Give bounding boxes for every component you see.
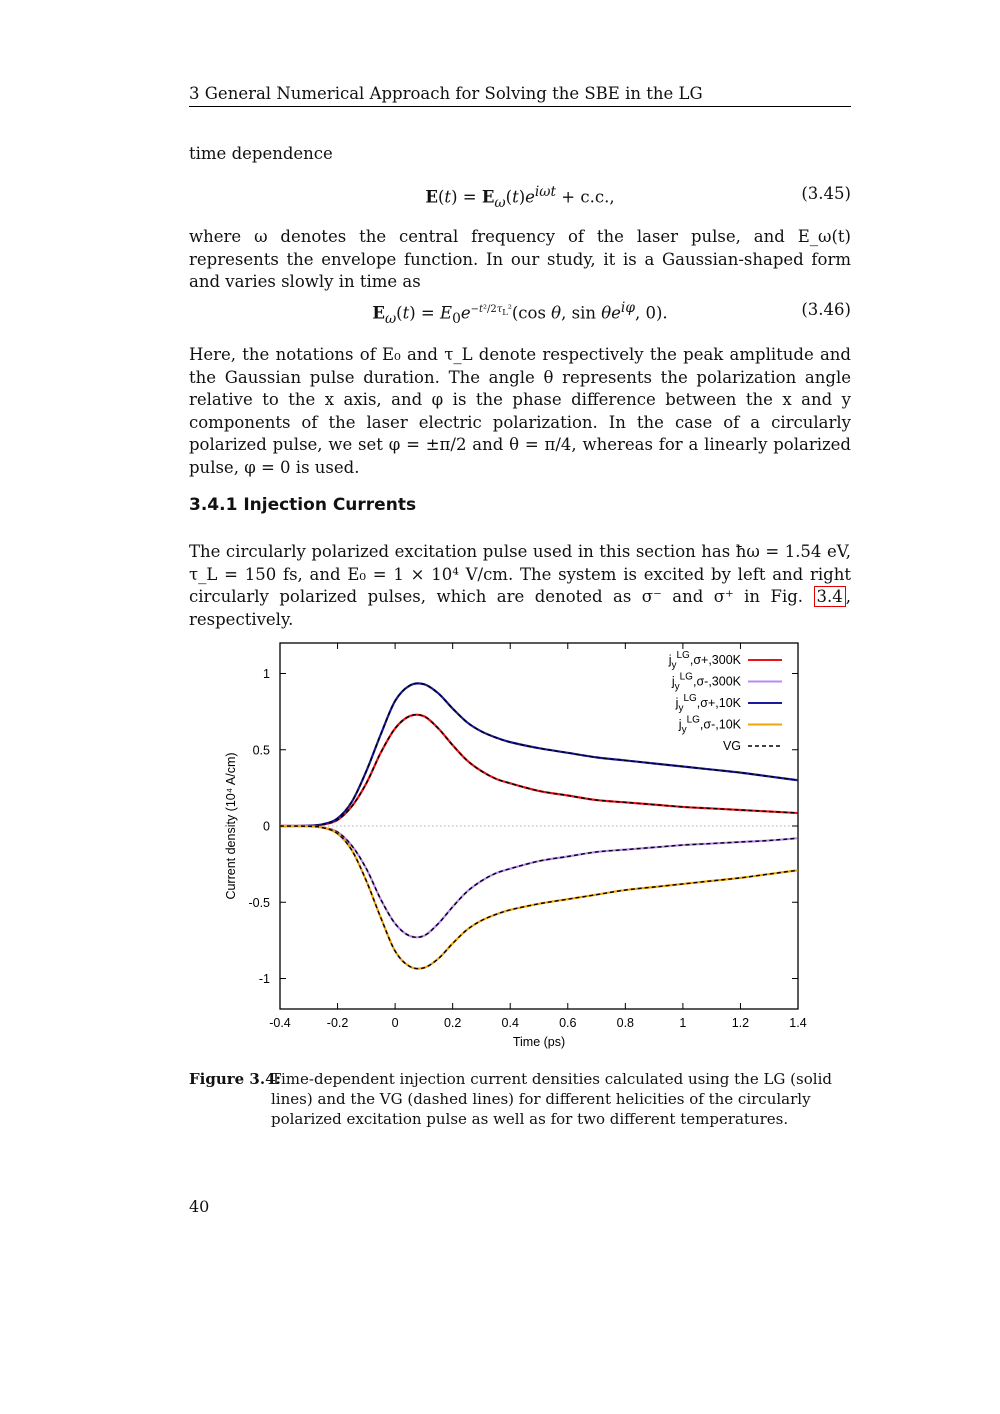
x-tick-label: 0 bbox=[391, 1016, 399, 1030]
page-number: 40 bbox=[189, 1197, 210, 1216]
x-tick-label: 1.4 bbox=[789, 1016, 807, 1030]
series-line-2 bbox=[280, 826, 798, 937]
data-series bbox=[280, 683, 798, 968]
equation-3-46-body: $E_\omega(t) = E_0e^{-t^2/2\tau_L^2}(\cos$ θ, $\sin \theta e^{i\varphi}$, 0). bbox=[372, 300, 668, 327]
legend-label: $j_y^{LG},\sigma+,10K$ bbox=[675, 693, 741, 714]
y-axis-label: Current density (10⁴ A/cm) bbox=[224, 752, 238, 900]
x-tick-label: 1.2 bbox=[731, 1016, 750, 1030]
running-header: 3 General Numerical Approach for Solving the SBE in the LG bbox=[189, 84, 851, 107]
legend-label: $j_y^{LG},\sigma-,300K$ bbox=[671, 671, 741, 693]
series-line-1 bbox=[280, 715, 798, 826]
paragraph-injection-tail: , respectively. bbox=[189, 587, 852, 629]
figure-caption-label: Figure 3.4: bbox=[189, 1070, 282, 1088]
legend-label: $j_y^{LG},\sigma+,300K$ bbox=[668, 650, 741, 671]
paragraph-injection-text: The circularly polarized excitation pulse used in this section has ħω = 1.54 eV, τ_L = 150 fs, and E₀ = 1 × 10⁴ V/cm. The system is excited by left and right circularly polarized pulses, which are denoted as σ⁻ and σ⁺ in Fig. bbox=[189, 542, 851, 606]
section-heading: 3.4.1 Injection Currents bbox=[189, 495, 417, 515]
vg-dashed-line-1 bbox=[280, 715, 798, 826]
x-tick-label: 1 bbox=[679, 1016, 687, 1030]
equation-3-46 bbox=[189, 300, 851, 328]
paragraph-envelope: where ω denotes the central frequency of the laser pulse, and E_ω(t) represents the envelope function. In our study, it is a Gaussian-shaped form and varies slowly in time as bbox=[189, 227, 851, 291]
y-tick-label: -1 bbox=[258, 972, 270, 986]
y-tick-label: 0 bbox=[263, 819, 270, 834]
axis-ticks bbox=[248, 643, 806, 1030]
x-tick-label: -0.4 bbox=[269, 1016, 291, 1030]
legend bbox=[668, 650, 782, 753]
equation-3-46-number: (3.46) bbox=[801, 300, 851, 319]
x-tick-label: 0.8 bbox=[616, 1016, 635, 1030]
vg-dashed-line-2 bbox=[280, 826, 798, 937]
y-tick-label: 1 bbox=[263, 667, 270, 681]
figure-caption-text: Time-dependent injection current densities calculated using the LG (solid lines) and the VG (dashed lines) for different helicities of the circularly polarized excitation pulse as well as for two different temperatures. bbox=[271, 1070, 832, 1128]
equation-3-45-number: (3.45) bbox=[801, 184, 851, 203]
x-tick-label: 0.2 bbox=[443, 1016, 462, 1030]
series-line-4 bbox=[280, 826, 798, 969]
y-tick-label: -0.5 bbox=[248, 895, 270, 910]
y-tick-label: 0.5 bbox=[252, 743, 270, 758]
legend-label: $j_y^{LG},\sigma-,10K$ bbox=[678, 714, 741, 736]
series-line-3 bbox=[280, 683, 798, 826]
vg-dashed-line-3 bbox=[280, 683, 798, 826]
plot-frame bbox=[280, 643, 798, 1009]
paragraph-notation: Here, the notations of E₀ and τ_L denote respectively the peak amplitude and the Gaussian pulse duration. The angle θ represents the polarization angle relative to the x axis, and φ is the phase difference between the x and y components of the laser electric polarization. In the case of a circularly polarized pulse, we set φ = ±π/2 and θ = π/4, whereas for a linearly polarized pulse, φ = 0 is used. bbox=[189, 345, 851, 477]
x-tick-label: 0.6 bbox=[559, 1016, 577, 1030]
x-tick-label: -0.2 bbox=[326, 1016, 349, 1030]
paragraph-injection bbox=[189, 541, 851, 631]
paragraph-intro: time dependence bbox=[189, 144, 333, 163]
equation-3-45 bbox=[189, 184, 851, 212]
equation-3-45-body: $E(t) = E_\omega(t)e^{i\omega t} + c.c$., bbox=[425, 184, 615, 211]
figure-reference-link[interactable]: 3.4 bbox=[814, 586, 846, 607]
x-axis-label: Time (ps) bbox=[512, 1035, 566, 1049]
vg-dashed-line-4 bbox=[280, 826, 798, 969]
x-tick-label: 0.4 bbox=[501, 1016, 519, 1030]
legend-label: VG bbox=[722, 739, 741, 753]
